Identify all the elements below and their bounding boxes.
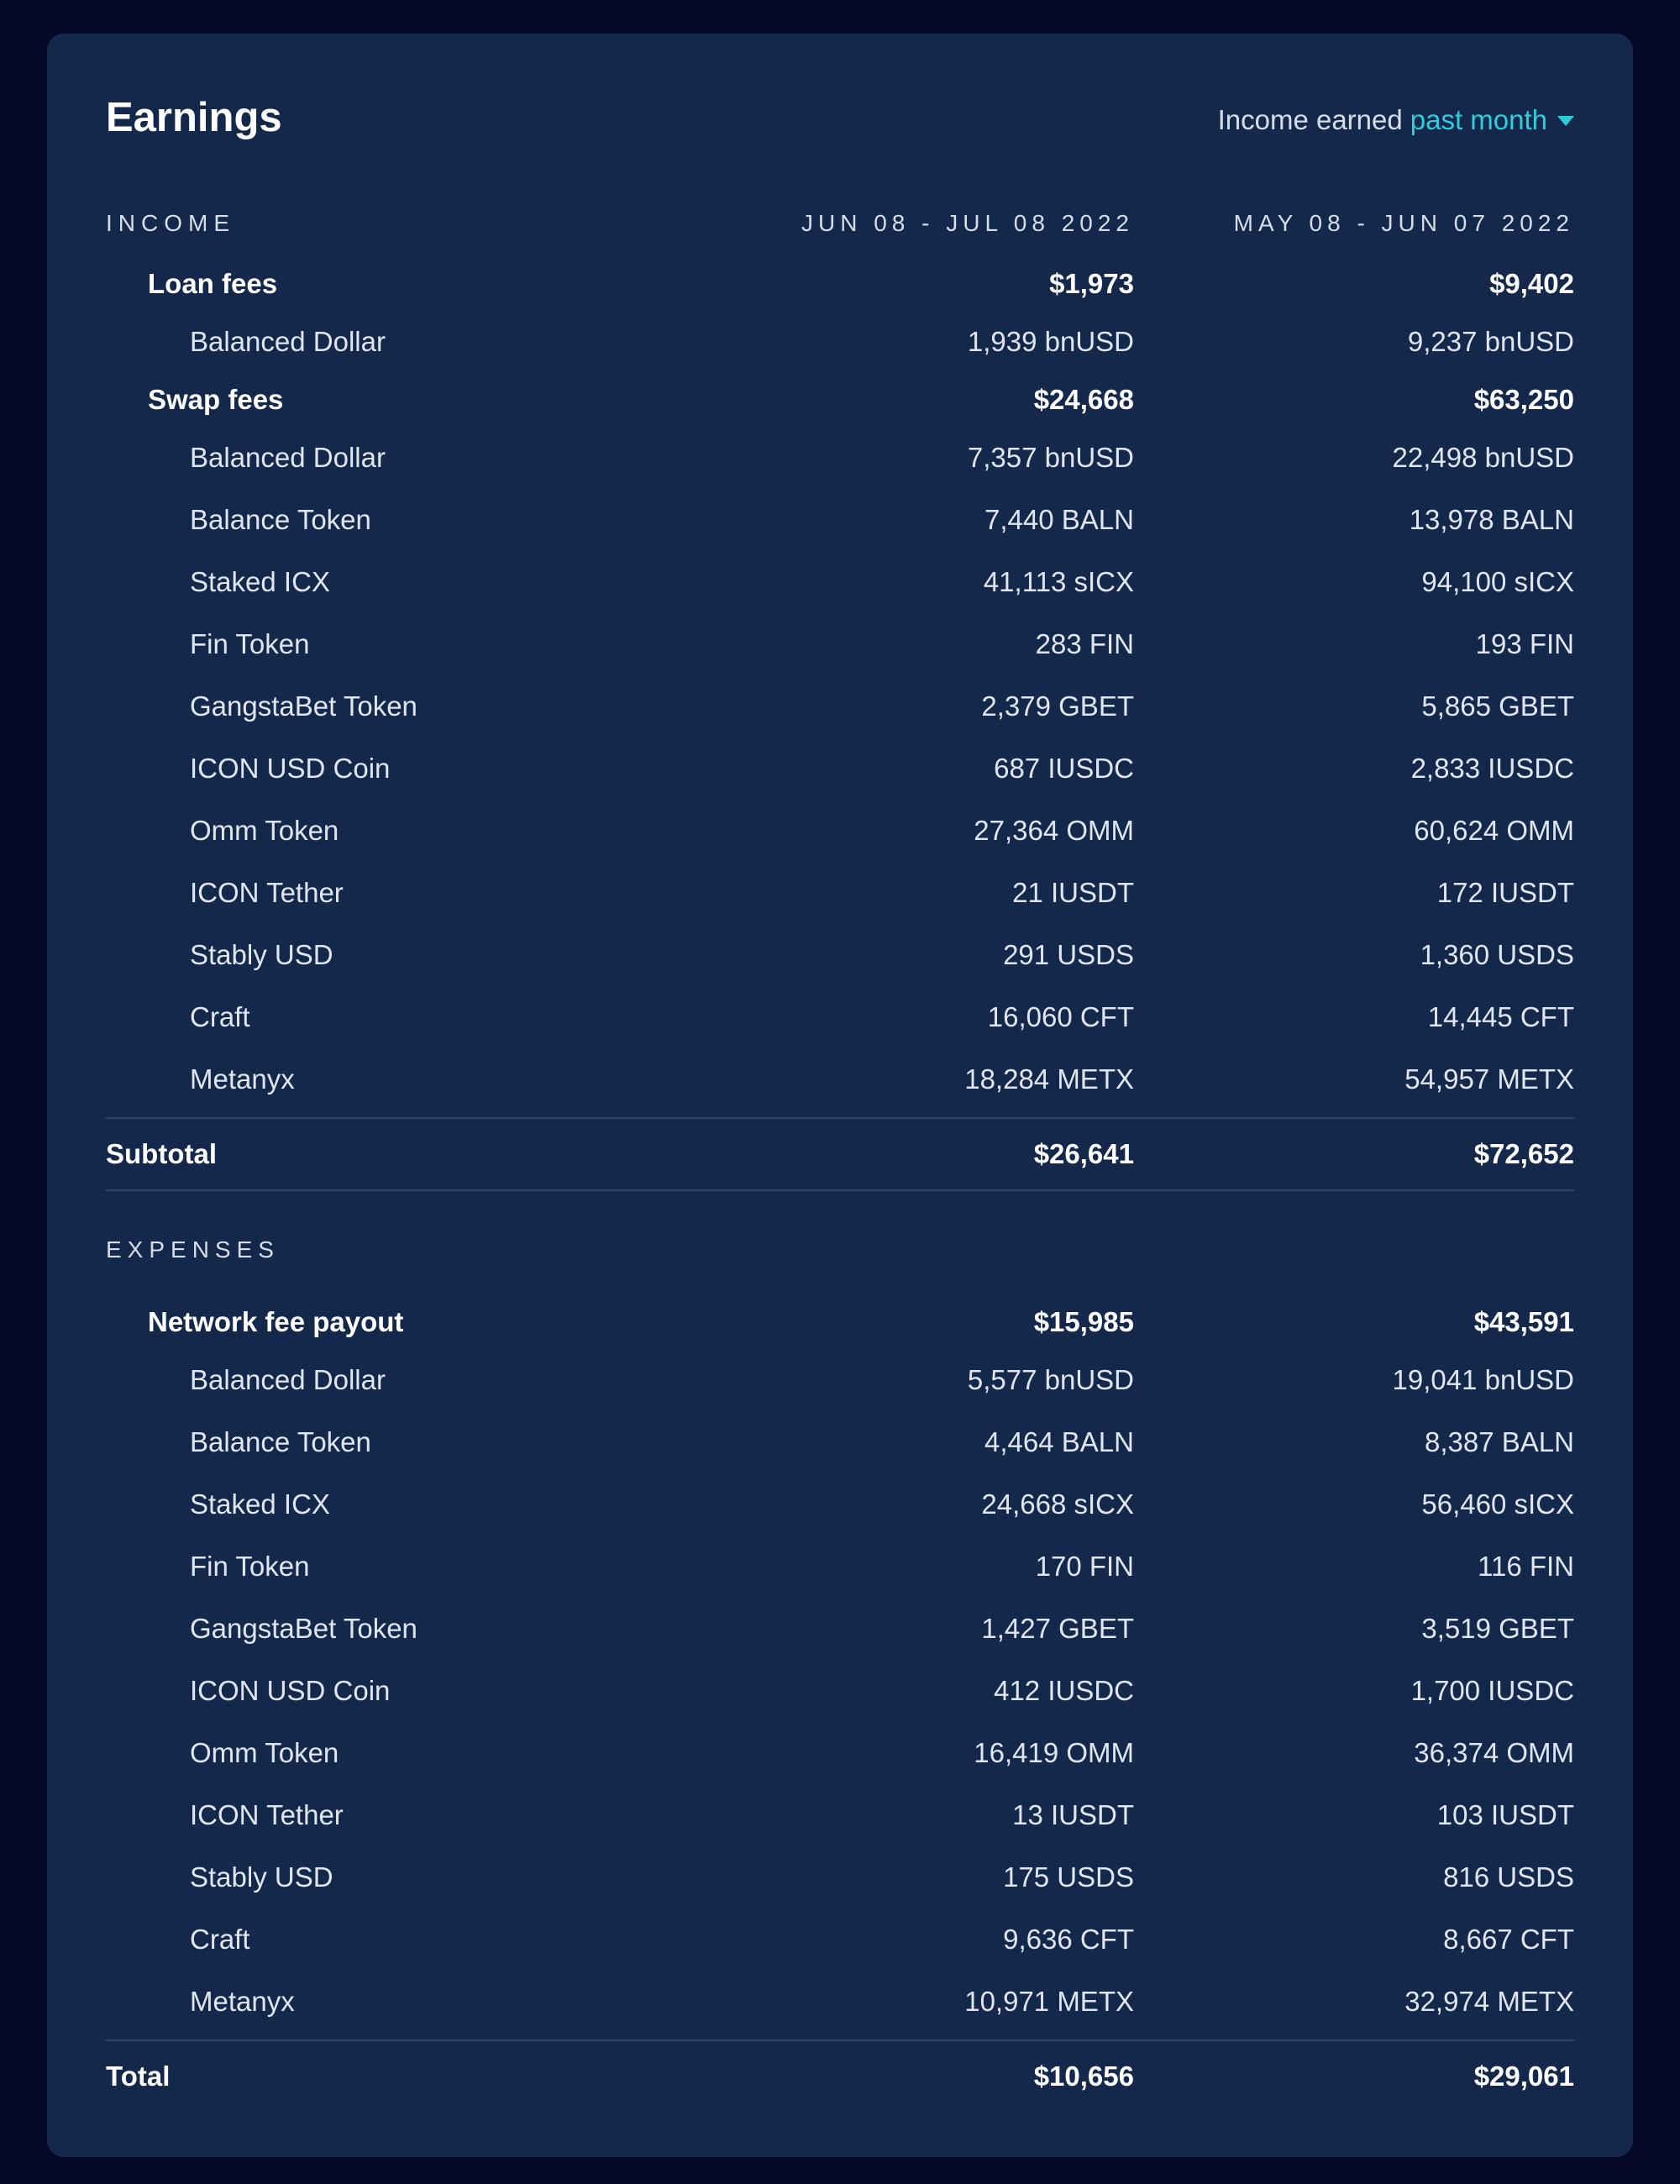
item-name: Staked ICX xyxy=(190,1488,330,1520)
item-name: Fin Token xyxy=(190,628,310,659)
item-previous: 8,667 CFT xyxy=(1443,1924,1574,1955)
total-previous: $29,061 xyxy=(1473,2061,1574,2092)
table-row xyxy=(106,1846,1574,1908)
subtotal-current: $26,641 xyxy=(1033,1138,1134,1169)
item-previous: 116 FIN xyxy=(1478,1551,1574,1582)
table-row xyxy=(106,311,1574,373)
item-current: 10,971 METX xyxy=(964,1986,1134,2017)
item-name: Fin Token xyxy=(190,1551,310,1582)
network-fee-payout-label: Network fee payout xyxy=(148,1306,404,1337)
loan-fees-current: $1,973 xyxy=(1049,268,1134,299)
table-row xyxy=(106,1411,1574,1473)
network-fee-payout-items xyxy=(106,1349,1574,2033)
item-current: 175 USDS xyxy=(1003,1861,1134,1893)
item-current: 687 IUSDC xyxy=(994,753,1134,784)
item-name: GangstaBet Token xyxy=(190,690,417,722)
loan-fees-row xyxy=(106,257,1574,311)
item-current: 9,636 CFT xyxy=(1003,1924,1134,1955)
item-current: 41,113 sICX xyxy=(983,566,1134,597)
earnings-card xyxy=(47,34,1633,2157)
table-row xyxy=(106,800,1574,862)
item-name: Balance Token xyxy=(190,504,371,535)
item-name: Stably USD xyxy=(190,939,333,970)
table-row xyxy=(106,613,1574,675)
item-current: 1,939 bnUSD xyxy=(967,326,1134,357)
item-current: 13 IUSDT xyxy=(1012,1799,1134,1830)
item-previous: 103 IUSDT xyxy=(1436,1799,1574,1830)
item-previous: 60,624 OMM xyxy=(1414,815,1574,846)
subtotal-label: Subtotal xyxy=(106,1138,217,1169)
network-fee-payout-row xyxy=(106,1295,1574,1349)
item-previous: 14,445 CFT xyxy=(1427,1001,1574,1032)
table-row xyxy=(106,1349,1574,1411)
item-previous: 19,041 bnUSD xyxy=(1392,1364,1574,1395)
item-previous: 1,360 USDS xyxy=(1420,939,1574,970)
swap-fees-current: $24,668 xyxy=(1033,384,1134,415)
item-current: 291 USDS xyxy=(1003,939,1134,970)
item-current: 7,357 bnUSD xyxy=(967,442,1134,473)
item-current: 16,419 OMM xyxy=(974,1737,1134,1768)
loan-fees-label: Loan fees xyxy=(148,268,278,299)
item-current: 1,427 GBET xyxy=(981,1613,1134,1644)
table-row xyxy=(106,1784,1574,1846)
item-previous: 13,978 BALN xyxy=(1409,504,1574,535)
item-name: Staked ICX xyxy=(190,566,330,597)
income-section-label: INCOME xyxy=(106,210,235,236)
item-previous: 56,460 sICX xyxy=(1421,1488,1574,1520)
item-previous: 193 FIN xyxy=(1475,628,1574,659)
earnings-header xyxy=(106,34,1574,193)
item-name: Craft xyxy=(190,1001,250,1032)
item-current: 27,364 OMM xyxy=(974,815,1134,846)
network-fee-payout-current: $15,985 xyxy=(1033,1306,1134,1337)
item-name: Metanyx xyxy=(190,1063,295,1095)
item-name: ICON Tether xyxy=(190,877,344,908)
table-row xyxy=(106,1908,1574,1971)
item-current: 16,060 CFT xyxy=(987,1001,1134,1032)
item-name: Metanyx xyxy=(190,1986,295,2017)
caret-down-icon[interactable] xyxy=(1557,116,1574,126)
table-row xyxy=(106,1048,1574,1110)
table-row xyxy=(106,862,1574,924)
item-current: 24,668 sICX xyxy=(981,1488,1134,1520)
item-name: Omm Token xyxy=(190,815,339,846)
item-name: Balanced Dollar xyxy=(190,1364,386,1395)
period-prefix: Income earned xyxy=(1217,104,1403,135)
table-row xyxy=(106,738,1574,800)
item-current: 7,440 BALN xyxy=(984,504,1134,535)
item-previous: 22,498 bnUSD xyxy=(1392,442,1574,473)
previous-period-header: MAY 08 - JUN 07 2022 xyxy=(1233,210,1574,236)
swap-fees-items xyxy=(106,427,1574,1110)
item-name: Balanced Dollar xyxy=(190,326,386,357)
item-previous: 94,100 sICX xyxy=(1421,566,1574,597)
item-current: 21 IUSDT xyxy=(1012,877,1134,908)
loan-fees-items xyxy=(106,311,1574,373)
item-name: Balance Token xyxy=(190,1426,371,1457)
total-row xyxy=(106,2040,1574,2112)
swap-fees-previous: $63,250 xyxy=(1473,384,1574,415)
item-previous: 3,519 GBET xyxy=(1421,1613,1574,1644)
total-label: Total xyxy=(106,2061,171,2092)
table-row xyxy=(106,675,1574,738)
swap-fees-row xyxy=(106,373,1574,427)
table-row xyxy=(106,427,1574,489)
expenses-section-label: EXPENSES xyxy=(106,1236,280,1263)
table-row xyxy=(106,1473,1574,1536)
network-fee-payout-previous: $43,591 xyxy=(1473,1306,1574,1337)
subtotal-row xyxy=(106,1117,1574,1191)
item-current: 170 FIN xyxy=(1035,1551,1134,1582)
table-row xyxy=(106,1598,1574,1660)
item-previous: 1,700 IUSDC xyxy=(1410,1675,1574,1706)
total-current: $10,656 xyxy=(1033,2061,1134,2092)
item-previous: 54,957 METX xyxy=(1404,1063,1574,1095)
current-period-header: JUN 08 - JUL 08 2022 xyxy=(801,210,1134,236)
table-row xyxy=(106,1660,1574,1722)
item-previous: 816 USDS xyxy=(1443,1861,1574,1893)
period-selector[interactable] xyxy=(1218,106,1574,134)
item-name: Omm Token xyxy=(190,1737,339,1768)
expenses-header-row xyxy=(106,1220,1574,1280)
item-previous: 2,833 IUSDC xyxy=(1410,753,1574,784)
table-row xyxy=(106,924,1574,986)
income-header-row xyxy=(106,193,1574,254)
item-previous: 5,865 GBET xyxy=(1421,690,1574,722)
item-name: ICON USD Coin xyxy=(190,1675,391,1706)
table-row xyxy=(106,986,1574,1048)
item-current: 283 FIN xyxy=(1035,628,1134,659)
item-name: Craft xyxy=(190,1924,250,1955)
subtotal-previous: $72,652 xyxy=(1473,1138,1574,1169)
item-previous: 36,374 OMM xyxy=(1414,1737,1574,1768)
item-previous: 8,387 BALN xyxy=(1425,1426,1574,1457)
item-name: GangstaBet Token xyxy=(190,1613,417,1644)
item-current: 2,379 GBET xyxy=(981,690,1134,722)
item-name: ICON Tether xyxy=(190,1799,344,1830)
item-current: 5,577 bnUSD xyxy=(967,1364,1134,1395)
item-previous: 172 IUSDT xyxy=(1436,877,1574,908)
item-current: 412 IUSDC xyxy=(994,1675,1134,1706)
item-previous: 9,237 bnUSD xyxy=(1407,326,1574,357)
page-title: Earnings xyxy=(106,95,282,140)
item-current: 4,464 BALN xyxy=(984,1426,1134,1457)
period-value[interactable]: past month xyxy=(1410,104,1547,135)
table-row xyxy=(106,1536,1574,1598)
table-row xyxy=(106,551,1574,613)
item-previous: 32,974 METX xyxy=(1404,1986,1574,2017)
item-name: ICON USD Coin xyxy=(190,753,391,784)
table-row xyxy=(106,1722,1574,1784)
table-row xyxy=(106,489,1574,551)
item-name: Stably USD xyxy=(190,1861,333,1893)
swap-fees-label: Swap fees xyxy=(148,384,284,415)
table-row xyxy=(106,1971,1574,2033)
loan-fees-previous: $9,402 xyxy=(1489,268,1574,299)
item-current: 18,284 METX xyxy=(964,1063,1134,1095)
item-name: Balanced Dollar xyxy=(190,442,386,473)
